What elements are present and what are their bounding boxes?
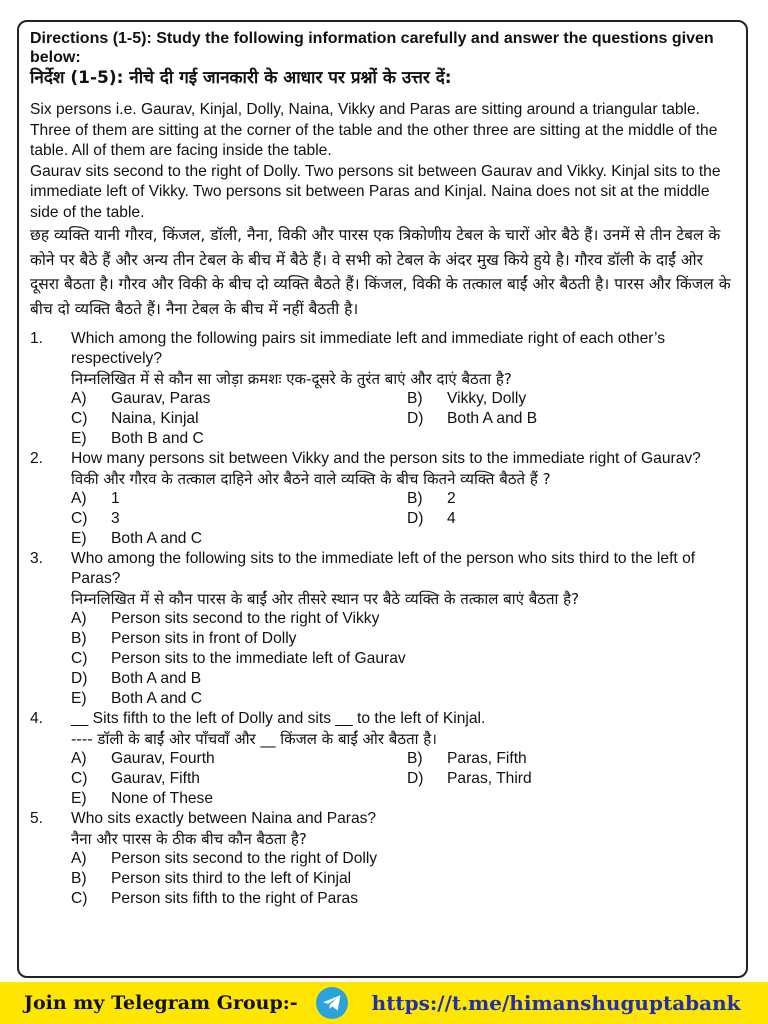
question-card xyxy=(17,20,748,978)
option-b[interactable]: B) Vikky, Dolly xyxy=(407,390,527,407)
passage-english-2: Gaurav sits second to the right of Dolly. Two persons sit between Gaurav and Vikky. Kinjal sits to the immediate left of Vikky. Two persons sit between Paras and Kinjal. Naina does not sit at the middle side of the table. xyxy=(30,162,721,221)
directions-english: Directions (1-5): Study the following information carefully and answer the questions given below: xyxy=(30,30,714,66)
question-number: 4. xyxy=(30,710,44,727)
question-hindi: निम्नलिखित में से कौन पारस के बाईं ओर तीसरे स्थान पर बैठे व्यक्ति के तत्काल बाएं बैठता है? xyxy=(71,590,580,608)
question-hindi: नैना और पारस के ठीक बीच कौन बैठता है? xyxy=(71,830,307,848)
question-hindi: निम्नलिखित में से कौन सा जोड़ा क्रमशः एक-दूसरे के तुरंत बाएं और दाएं बैठता है? xyxy=(71,370,512,388)
option-b[interactable]: B) Paras, Fifth xyxy=(407,750,527,767)
question-3 xyxy=(30,549,736,709)
option-c[interactable]: C) Person sits to the immediate left of Gaurav xyxy=(71,650,406,667)
option-c[interactable]: C) Person sits fifth to the right of Paras xyxy=(71,890,359,907)
question-english: Which among the following pairs sit immediate left and immediate right of each other’s respectively? xyxy=(71,330,666,367)
telegram-icon[interactable] xyxy=(316,987,348,1019)
question-hindi: ---- डॉली के बाईं ओर पाँचवाँ और __ किंजल के बाईं ओर बैठता है। xyxy=(71,730,437,748)
option-d[interactable]: D) 4 xyxy=(407,510,456,527)
option-e[interactable]: E) Both A and C xyxy=(71,690,203,707)
option-c[interactable]: C) 3 xyxy=(71,510,120,527)
option-a[interactable]: A) Person sits second to the right of Dolly xyxy=(71,850,378,867)
passage-hindi: छह व्यक्ति यानी गौरव, किंजल, डॉली, नैना, विकी और पारस एक त्रिकोणीय टेबल के चारों ओर बैठे हैं। उनमें से तीन टेबल के कोने पर बैठे हैं और अन्य तीन टेबल के बीच में बैठे हैं। वे सभी को टेबल के अंदर मुख किये हुये है। गौरव डॉली के दाईं ओर दूसरा बैठता है। गौरव और विकी के बीच दो व्यक्ति बैठते हैं। किंजल, विकी के तत्काल बाईं ओर बैठती है। पारस और किंजल के बीच दो व्यक्ति बैठते हैं। नैना टेबल के बीच में नहीं बैठती है। xyxy=(30,226,731,318)
option-e[interactable]: E) Both A and C xyxy=(71,530,203,547)
question-number: 5. xyxy=(30,810,44,827)
option-a[interactable]: A) Gaurav, Paras xyxy=(71,390,211,407)
option-b[interactable]: B) Person sits in front of Dolly xyxy=(71,630,297,647)
option-a[interactable]: A) 1 xyxy=(71,490,120,507)
footer-label: Join my Telegram Group:- xyxy=(24,992,298,1014)
option-d[interactable]: D) Both A and B xyxy=(71,670,202,687)
question-hindi: विकी और गौरव के तत्काल दाहिने ओर बैठने वाले व्यक्ति के बीच कितने व्यक्ति बैठते हैं ? xyxy=(71,470,551,488)
question-english: How many persons sit between Vikky and the person sits to the immediate right of Gaurav? xyxy=(71,450,701,467)
option-b[interactable]: B) 2 xyxy=(407,490,456,507)
option-e[interactable]: E) Both B and C xyxy=(71,430,204,447)
option-d[interactable]: D) Both A and B xyxy=(407,410,538,427)
question-english: __ Sits fifth to the left of Dolly and sits __ to the left of Kinjal. xyxy=(71,710,486,727)
question-english: Who sits exactly between Naina and Paras? xyxy=(71,810,377,827)
option-a[interactable]: A) Person sits second to the right of Vikky xyxy=(71,610,380,627)
option-d[interactable]: D) Paras, Third xyxy=(407,770,532,787)
passage-english-1: Six persons i.e. Gaurav, Kinjal, Dolly, Naina, Vikky and Paras are sitting around a triangular table. Three of them are sitting at the corner of the table and the other three are sitting at the middle of the table. All of them are facing inside the table. xyxy=(30,101,718,159)
option-a[interactable]: A) Gaurav, Fourth xyxy=(71,750,215,767)
question-number: 2. xyxy=(30,450,44,467)
question-5 xyxy=(30,809,736,909)
question-2 xyxy=(30,449,736,549)
directions-hindi: निर्देश (1-5): नीचे दी गई जानकारी के आधार पर प्रश्नों के उत्तर दें: xyxy=(30,68,452,88)
telegram-link[interactable]: https://t.me/himanshuguptabank xyxy=(371,991,741,1015)
option-e[interactable]: E) None of These xyxy=(71,790,214,807)
question-number: 3. xyxy=(30,550,44,567)
question-english: Who among the following sits to the immediate left of the person who sits third to the left of Paras? xyxy=(71,550,696,587)
option-c[interactable]: C) Gaurav, Fifth xyxy=(71,770,200,787)
option-c[interactable]: C) Naina, Kinjal xyxy=(71,410,199,427)
telegram-plane-icon xyxy=(322,994,342,1012)
question-1 xyxy=(30,329,736,449)
option-b[interactable]: B) Person sits third to the left of Kinjal xyxy=(71,870,352,887)
question-number: 1. xyxy=(30,330,44,347)
footer-banner xyxy=(0,982,768,1024)
question-4 xyxy=(30,709,736,809)
